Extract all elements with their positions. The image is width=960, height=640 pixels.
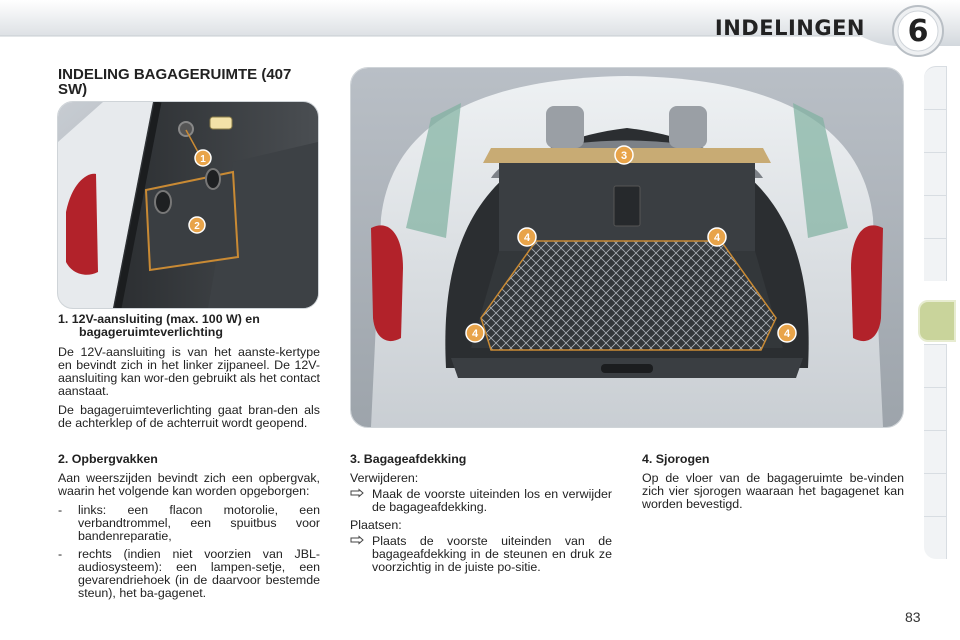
callout-4a: 4 [523,232,531,244]
item3-remove-text: Maak de voorste uiteinden los en verwijder de bagageafdekking. [372,487,612,514]
item1-para1: De 12V-aansluiting is van het aanste-kertype en bevindt zich in het linker zijpaneel. De 12V-aansluiting kan wor-den gebruikt als het contact aanstaat. [58,345,320,398]
pointing-hand-icon [350,488,372,514]
thumb-tab[interactable] [924,109,947,152]
chapter-number: 6 [907,13,929,49]
thumb-tab-active[interactable] [918,300,956,342]
thumb-tab[interactable] [924,66,947,109]
item4-block [642,453,904,517]
callout-4b: 4 [713,232,721,244]
item2-list-item [58,504,320,543]
item2-list-text: rechts (indien niet voorzien van JBL-audiosysteem): een lampen-setje, een gevarendriehoek (in de daarvoor bestemde steun), het ba-gagenet. [78,547,320,600]
thumb-tab[interactable] [924,473,947,516]
thumb-tab[interactable] [924,152,947,195]
page-number: 83 [905,609,921,625]
thumb-tab[interactable] [924,195,947,238]
item1-title: 1. 12V-aansluiting (max. 100 W) en bagageruimteverlichting [58,312,260,339]
item3-remove-label: Verwijderen: [350,471,419,485]
thumb-tab[interactable] [924,387,947,430]
callout-3: 3 [620,150,628,162]
chapter-title: INDELINGEN [714,16,865,40]
callout-4d: 4 [783,328,791,340]
item1-block [58,313,320,436]
trunk-overview-illustration [350,67,904,428]
item3-place-step [350,535,612,574]
trunk-side-panel-illustration [57,101,319,309]
callout-1: 1 [200,154,206,165]
item3-title: 3. Bagageafdekking [350,452,467,466]
item4-title: 4. Sjorogen [642,452,710,466]
item1-para2: De bagageruimteverlichting gaat bran-den als de achterklep of de achterruit wordt geopend. [58,403,320,430]
callout-4c: 4 [471,328,479,340]
item3-place-text: Plaats de voorste uiteinden van de bagageafdekking in de steunen en druk ze voorzichtig in de juiste po-sitie. [372,534,612,574]
item3-place-label: Plaatsen: [350,518,402,532]
list-dash: - [58,547,63,561]
item2-block [58,453,320,605]
item3-remove-step [350,488,612,514]
thumb-tab[interactable] [924,430,947,473]
section-title: INDELING BAGAGERUIMTE (407 SW) [58,66,292,98]
item2-title: 2. Opbergvakken [58,452,158,466]
item3-block [350,453,612,579]
pointing-hand-icon [350,535,372,574]
thumb-tab[interactable] [924,238,947,281]
callout-2: 2 [194,221,200,232]
thumb-tab[interactable] [924,344,947,387]
thumb-tab[interactable] [924,516,947,559]
item4-text: Op de vloer van de bagageruimte be-vinden zich vier sjorogen waaraan het bagagenet kan worden bevestigd. [642,471,904,511]
item2-intro: Aan weerszijden bevindt zich een opbergvak, waarin het volgende kan worden opgeborgen: [58,471,320,498]
chapter-thumb-tabs [924,66,952,576]
item2-list-item [58,548,320,600]
list-dash: - [58,503,63,517]
item2-list-text: links: een flacon motorolie, een verbandtrommel, een spuitbus voor bandenreparatie, [78,503,320,543]
